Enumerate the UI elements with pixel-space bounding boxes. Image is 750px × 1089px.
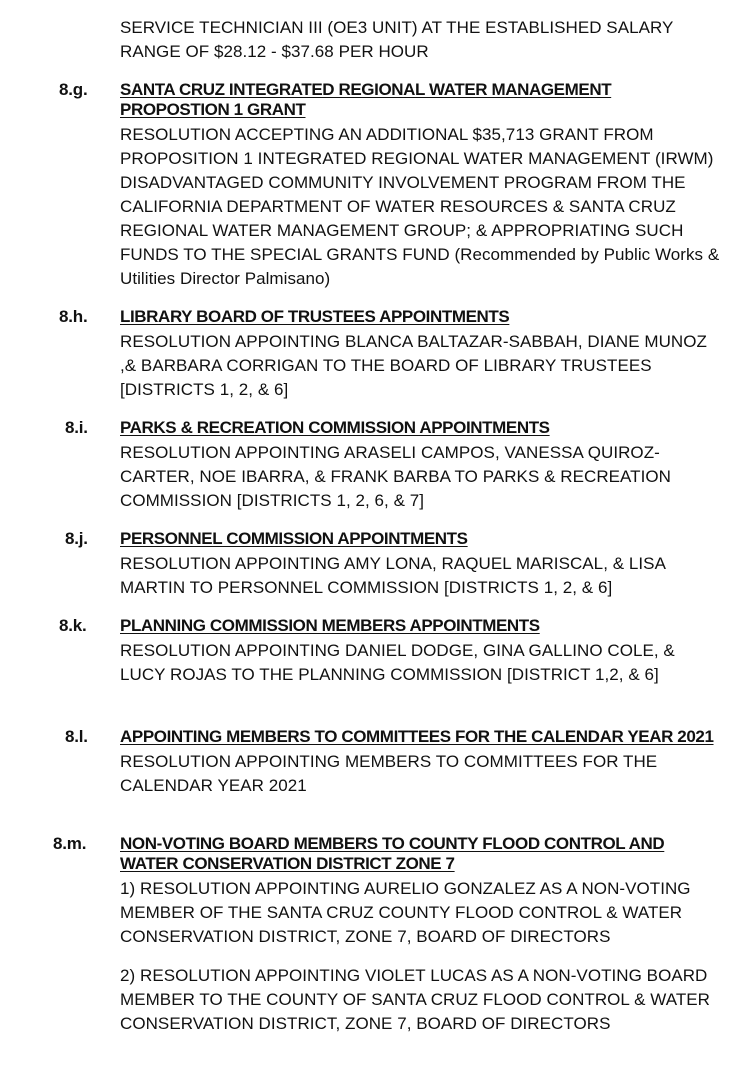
item-description: RESOLUTION APPOINTING ARASELI CAMPOS, VANESSA QUIROZ-CARTER, NOE IBARRA, & FRANK BARBA TO PARKS & RECREATION COMMISSION [DISTRICTS 1, 2, 6, & 7]	[120, 443, 671, 510]
item-number: 8.i.	[65, 418, 88, 437]
item-description: RESOLUTION APPOINTING BLANCA BALTAZAR-SABBAH, DIANE MUNOZ ,& BARBARA CORRIGAN TO THE BOARD OF LIBRARY TRUSTEES [DISTRICTS 1, 2, & 6]	[120, 332, 707, 399]
item-content	[120, 529, 720, 600]
item-number: 8.l.	[65, 727, 88, 746]
item-description: RESOLUTION ACCEPTING AN ADDITIONAL $35,713 GRANT FROM PROPOSITION 1 INTEGRATED REGIONAL WATER MANAGEMENT (IRWM) DISADVANTAGED COMMUNITY INVOLVEMENT PROGRAM FROM THE CALIFORNIA DEPARTMENT OF WATER RESOURCES & SANTA CRUZ REGIONAL WATER MANAGEMENT GROUP; & APPROPRIATING SUCH FUNDS TO THE SPECIAL GRANTS FUND (Recommended by Public Works & Utilities Director Palmisano)	[120, 125, 720, 288]
item-title: NON-VOTING BOARD MEMBERS TO COUNTY FLOOD CONTROL AND WATER CONSERVATION DISTRICT ZONE 7	[120, 834, 665, 873]
item-title: PARKS & RECREATION COMMISSION APPOINTMENTS	[120, 418, 550, 437]
item-number: 8.k.	[59, 616, 87, 635]
intro-continuation	[120, 16, 720, 64]
item-number: 8.m.	[53, 834, 87, 853]
item-description-2: 2) RESOLUTION APPOINTING VIOLET LUCAS AS A NON-VOTING BOARD MEMBER TO THE COUNTY OF SANTA CRUZ FLOOD CONTROL & WATER CONSERVATION DISTRICT, ZONE 7, BOARD OF DIRECTORS	[120, 966, 710, 1033]
item-content	[120, 727, 720, 798]
item-content	[120, 307, 720, 402]
item-number: 8.h.	[59, 307, 88, 326]
item-description: 1) RESOLUTION APPOINTING AURELIO GONZALEZ AS A NON-VOTING MEMBER OF THE SANTA CRUZ COUNTY FLOOD CONTROL & WATER CONSERVATION DISTRICT, ZONE 7, BOARD OF DIRECTORS	[120, 879, 691, 946]
item-title: PERSONNEL COMMISSION APPOINTMENTS	[120, 529, 468, 548]
item-title: SANTA CRUZ INTEGRATED REGIONAL WATER MANAGEMENT PROPOSTION 1 GRANT	[120, 80, 612, 119]
intro-text: SERVICE TECHNICIAN III (OE3 UNIT) AT THE ESTABLISHED SALARY RANGE OF $28.12 - $37.68 PER HOUR	[120, 18, 674, 61]
item-content	[120, 80, 720, 291]
item-content	[120, 834, 720, 1036]
item-description: RESOLUTION APPOINTING DANIEL DODGE, GINA GALLINO COLE, & LUCY ROJAS TO THE PLANNING COMMISSION [DISTRICT 1,2, & 6]	[120, 641, 675, 684]
item-number: 8.g.	[59, 80, 88, 99]
item-content	[120, 418, 720, 513]
item-title: PLANNING COMMISSION MEMBERS APPOINTMENTS	[120, 616, 540, 635]
item-content	[120, 616, 720, 687]
item-title: LIBRARY BOARD OF TRUSTEES APPOINTMENTS	[120, 307, 510, 326]
item-number: 8.j.	[65, 529, 88, 548]
item-description: RESOLUTION APPOINTING AMY LONA, RAQUEL MARISCAL, & LISA MARTIN TO PERSONNEL COMMISSION [DISTRICTS 1, 2, & 6]	[120, 554, 666, 597]
item-title: APPOINTING MEMBERS TO COMMITTEES FOR THE CALENDAR YEAR 2021	[120, 727, 714, 746]
item-description: RESOLUTION APPOINTING MEMBERS TO COMMITTEES FOR THE CALENDAR YEAR 2021	[120, 752, 658, 795]
